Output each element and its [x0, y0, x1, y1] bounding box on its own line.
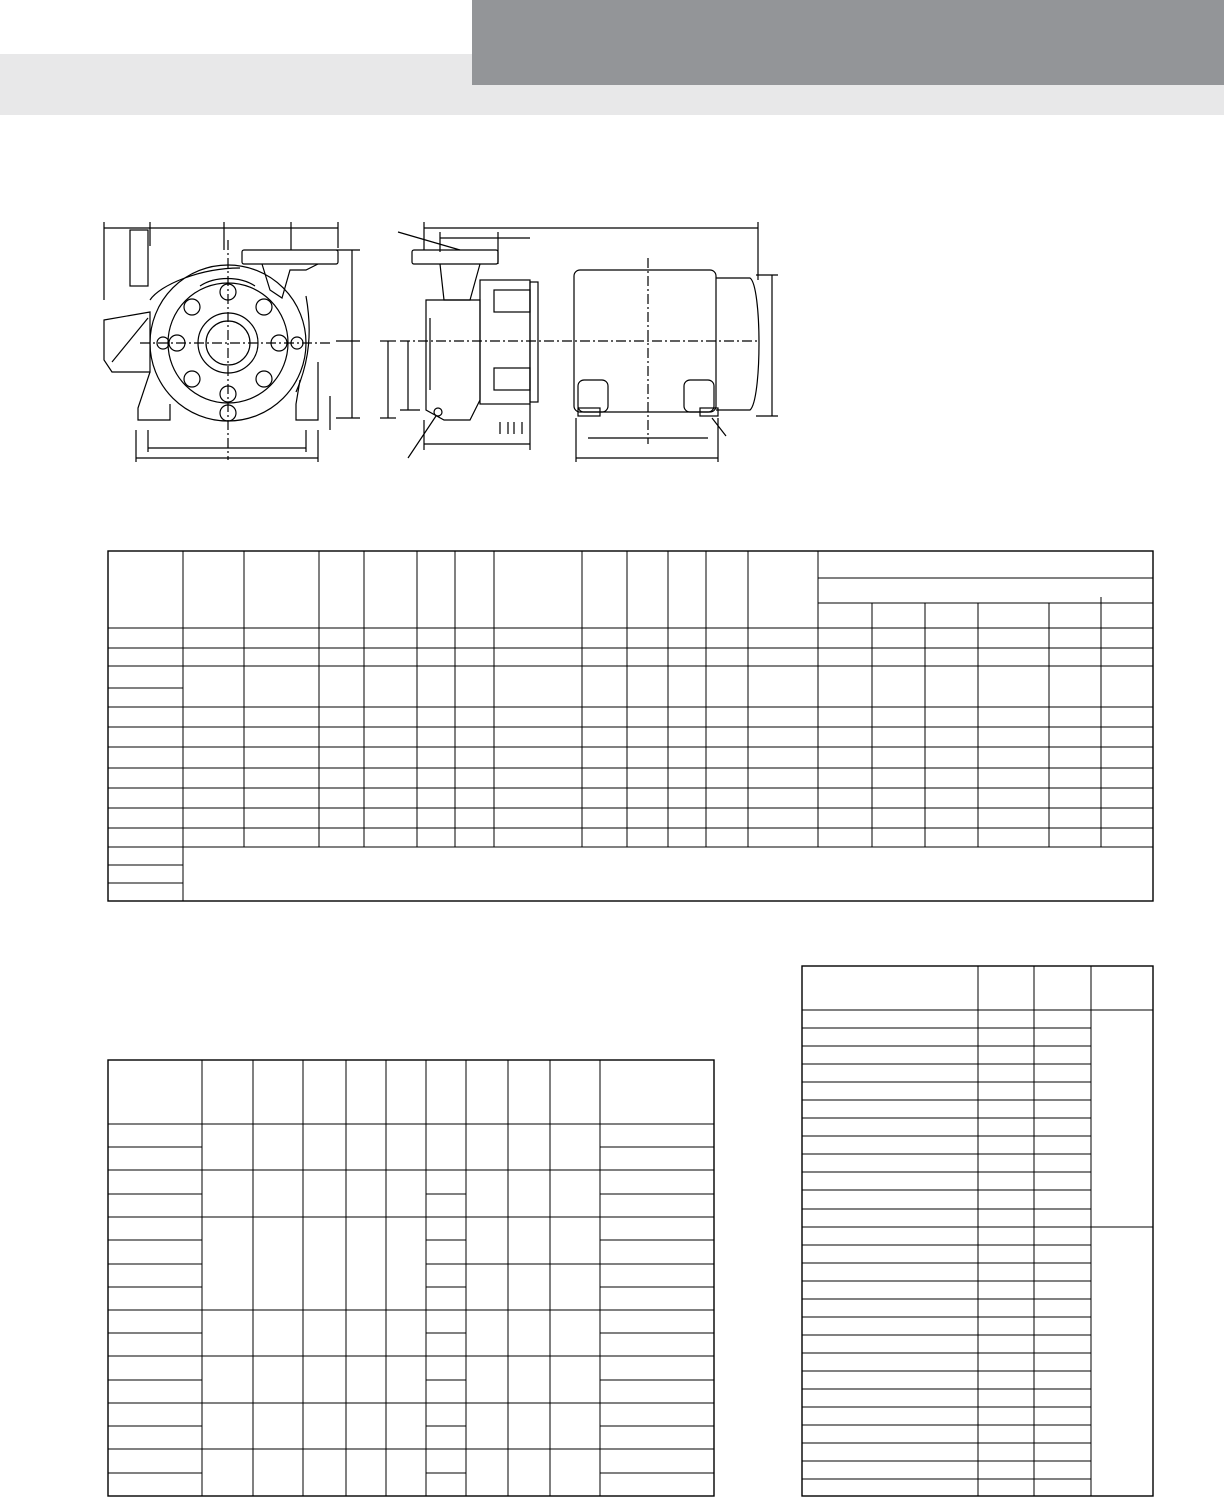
- motor-table: [108, 1060, 714, 1496]
- dimension-table: [108, 551, 1153, 901]
- parts-table: [802, 966, 1153, 1496]
